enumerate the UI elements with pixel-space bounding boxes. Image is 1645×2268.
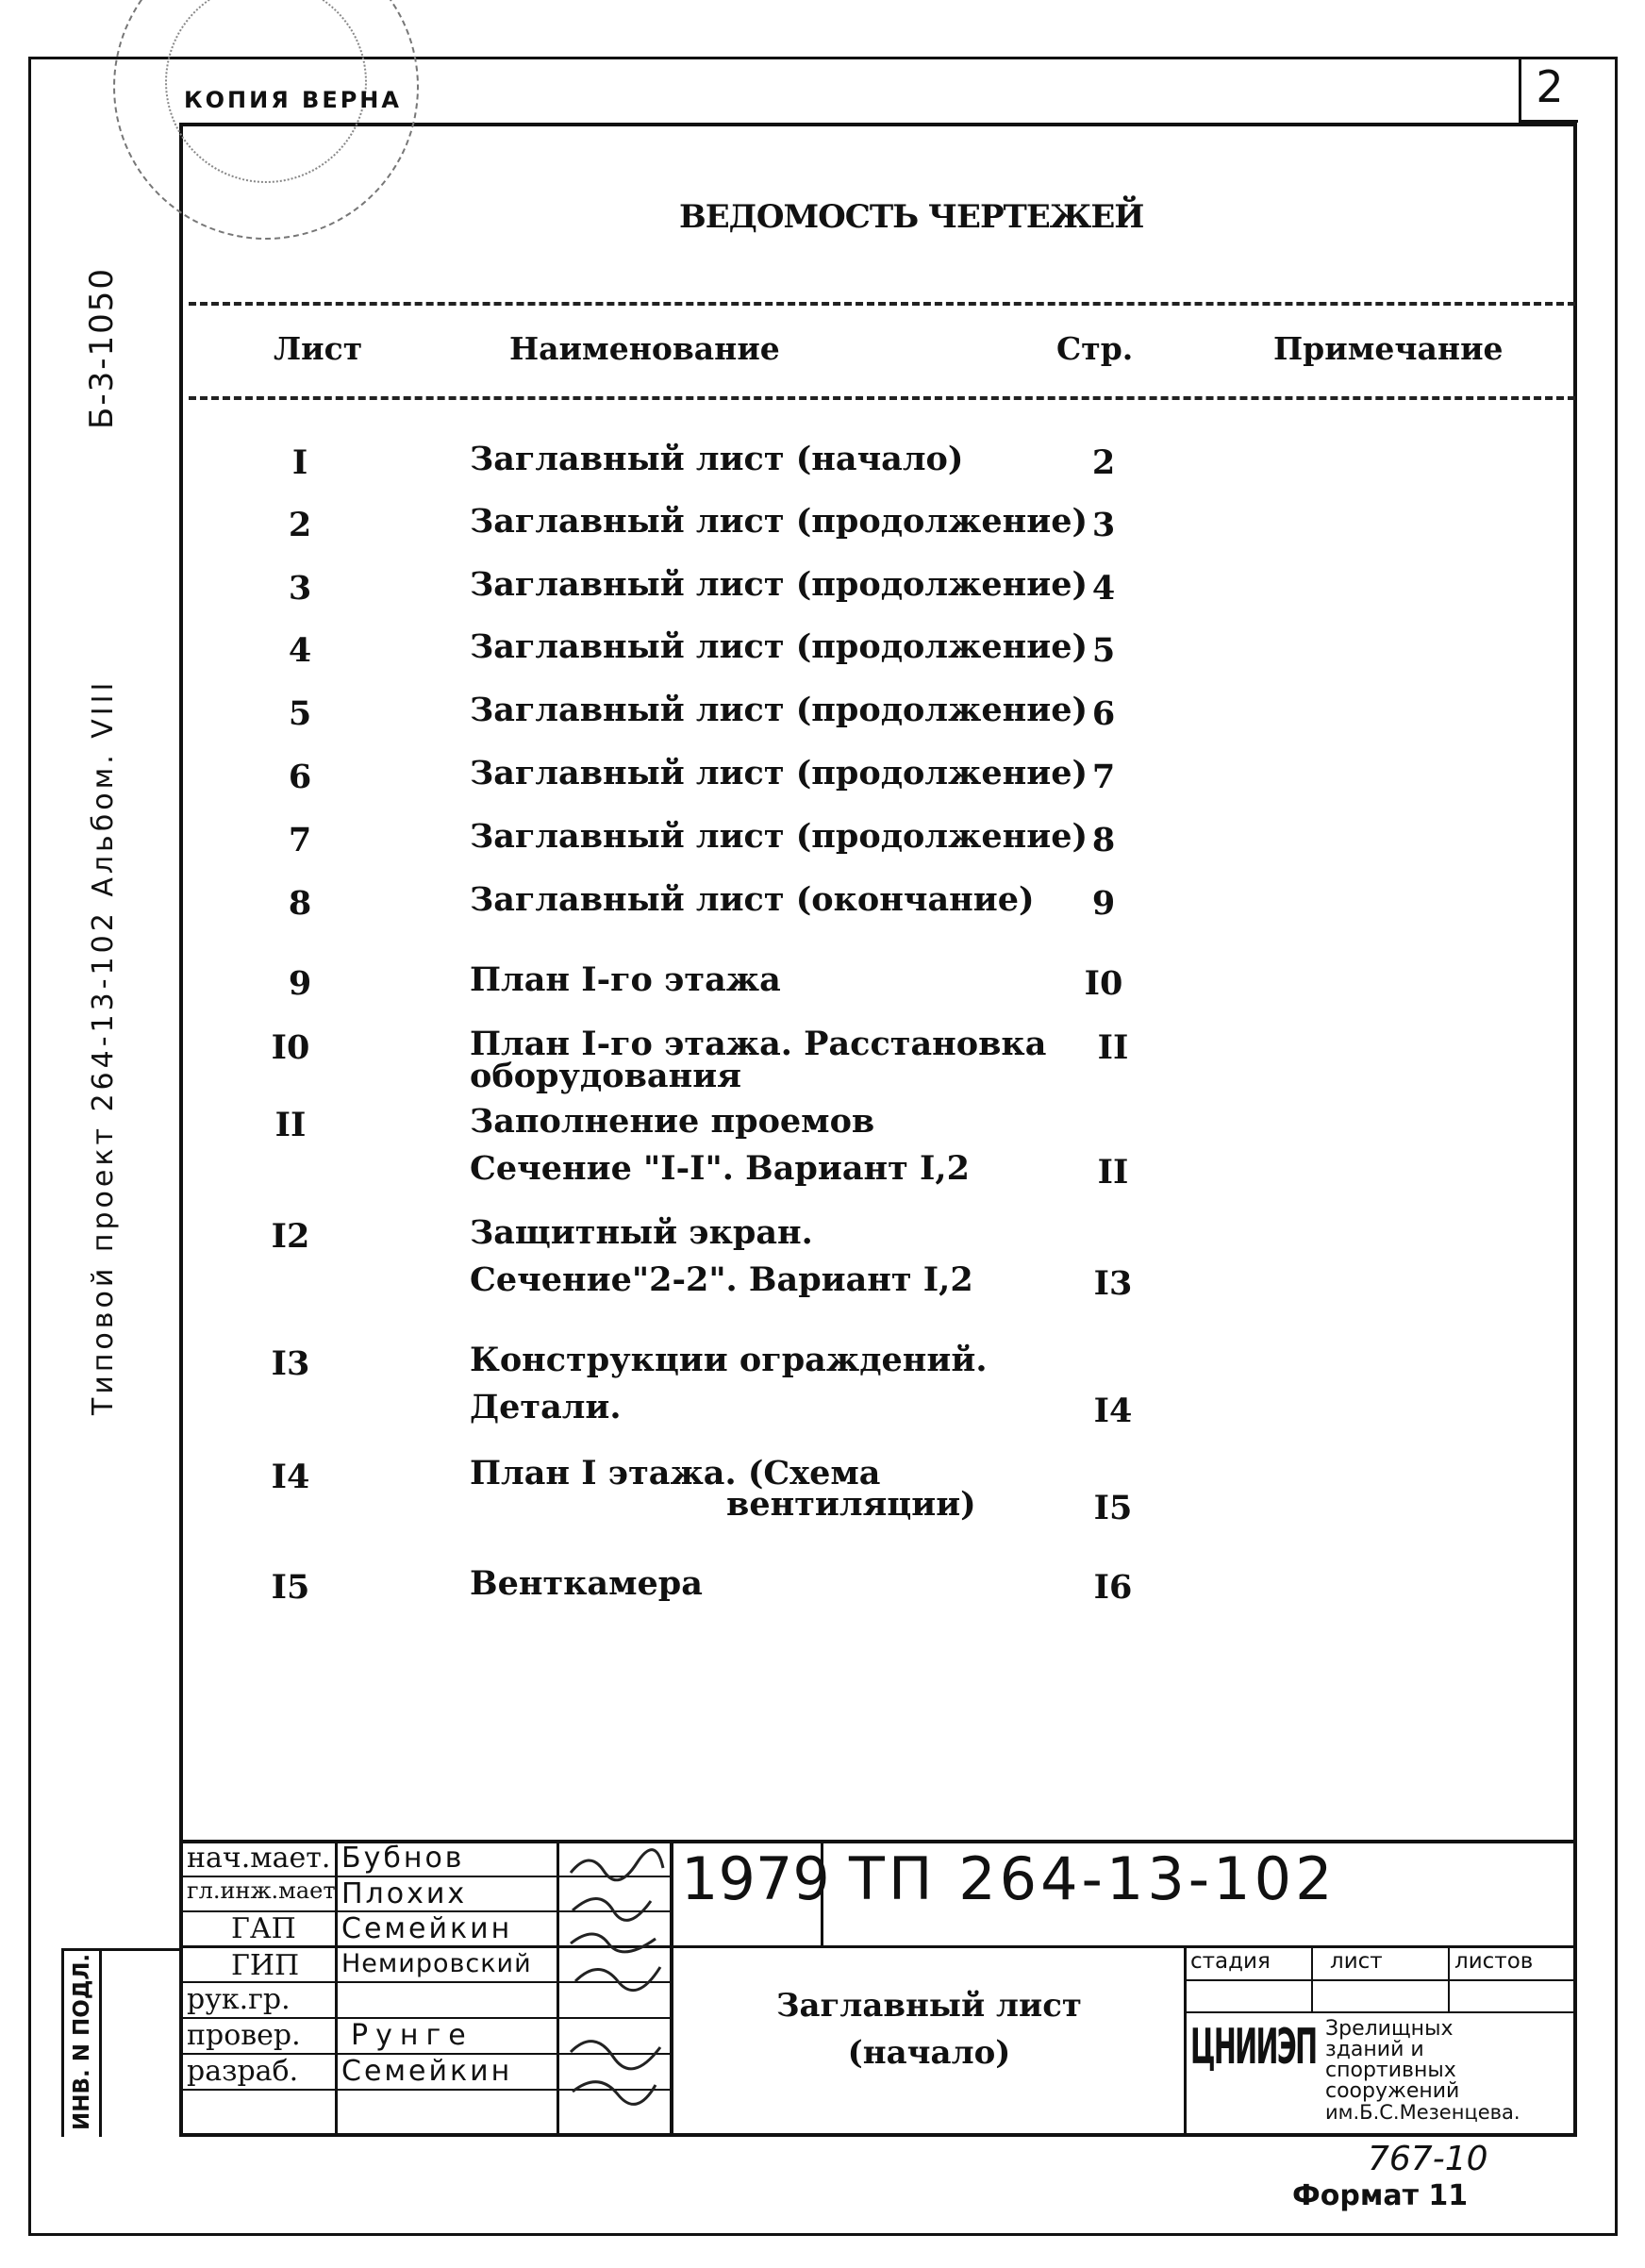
row-page: 6 (1091, 694, 1116, 733)
stage-label: стадия (1190, 1949, 1271, 1974)
row-page: 3 (1091, 506, 1116, 544)
row-sheet: I (291, 443, 308, 482)
row-page: 2 (1091, 443, 1116, 482)
row-name: Заглавный лист (продолжение) (470, 627, 1088, 666)
archive-number: 767-10 (1368, 2140, 1488, 2178)
row-page: 8 (1091, 821, 1116, 859)
row-name: План I этажа. (Схема (470, 1454, 881, 1493)
side-code: Б-3-1050 (83, 266, 121, 429)
row-sheet: I4 (271, 1458, 310, 1496)
role-person: Немировский (341, 1949, 532, 1978)
row-sheet: I0 (271, 1028, 310, 1067)
row-name: Заполнение проемов (470, 1102, 875, 1141)
row-page: 4 (1091, 569, 1116, 608)
row-name: Заглавный лист (продолжение) (470, 691, 1088, 729)
sheet-label: лист (1330, 1949, 1383, 1974)
role-person: Рунге (351, 2019, 474, 2052)
row-page: 7 (1091, 758, 1116, 796)
row-name: План I-го этажа (470, 960, 781, 999)
row-page: I0 (1084, 964, 1123, 1003)
row-sheet: 8 (288, 884, 312, 923)
row-name: Заглавный лист (продолжение) (470, 817, 1088, 856)
row-name: Заглавный лист (продолжение) (470, 754, 1088, 792)
row-name-cont: оборудования (470, 1057, 742, 1095)
row-name: Конструкции ограждений. (470, 1341, 988, 1379)
row-sheet: I3 (271, 1344, 310, 1383)
role-label: ГИП (231, 1949, 300, 1982)
header-dash-bottom (189, 396, 1575, 400)
org-name-1: Зрелищных (1325, 2017, 1454, 2041)
col-name-header: Наименование (509, 330, 780, 367)
col-page-header: Стр. (1056, 330, 1134, 367)
org-name-4: сооружений (1325, 2079, 1460, 2103)
role-person: Семейкин (341, 1912, 513, 1945)
col-sheet-header: Лист (274, 330, 363, 367)
row-name: Заглавный лист (продолжение) (470, 502, 1088, 541)
org-logo: ЦНИИЭП (1190, 2019, 1317, 2076)
row-name: Заглавный лист (продолжение) (470, 565, 1088, 604)
doc-code: ТП 264-13-102 (849, 1844, 1337, 1913)
role-person: Плохих (341, 1877, 468, 1910)
row-page: I6 (1093, 1568, 1133, 1607)
role-label: ГАП (231, 1912, 296, 1945)
row-page: 9 (1091, 884, 1116, 923)
row-sheet: 2 (288, 506, 312, 544)
org-name-5: им.Б.С.Мезенцева. (1325, 2101, 1520, 2124)
row-name: Заглавный лист (начало) (470, 440, 964, 478)
row-sheet: II (274, 1106, 307, 1144)
row-name-cont: Детали. (470, 1388, 622, 1426)
row-name-cont: Сечение "I-I". Вариант I,2 (470, 1149, 970, 1188)
side-project: Типовой проект 264-13-102 Альбом. VIII (87, 678, 120, 1415)
row-page: 5 (1091, 631, 1116, 670)
role-label: разраб. (187, 2055, 299, 2088)
row-sheet: 4 (288, 631, 312, 670)
org-name-2: зданий и (1325, 2038, 1424, 2061)
stamp-text: КОПИЯ ВЕРНА (184, 87, 402, 113)
signatures (561, 1844, 670, 2132)
sheets-label: листов (1454, 1949, 1534, 1974)
year: 1979 (681, 1844, 830, 1913)
org-name-3: спортивных (1325, 2059, 1456, 2082)
row-sheet: 6 (288, 758, 312, 796)
row-page: II (1097, 1153, 1129, 1192)
row-sheet: I2 (271, 1217, 310, 1256)
row-page: I5 (1093, 1489, 1133, 1527)
row-page: II (1097, 1028, 1129, 1067)
row-sheet: 3 (288, 569, 312, 608)
inv-label: ИНВ. N ПОДЛ. (70, 1953, 94, 2130)
role-person: Бубнов (341, 1842, 465, 1875)
role-person: Семейкин (341, 2055, 513, 2088)
row-sheet: 9 (288, 964, 312, 1003)
row-sheet: 7 (288, 821, 312, 859)
role-label: провер. (187, 2019, 301, 2052)
row-name-cont: вентиляции) (726, 1485, 976, 1524)
row-name: Защитный экран. (470, 1213, 813, 1252)
row-page: I3 (1093, 1264, 1133, 1303)
row-sheet: I5 (271, 1568, 310, 1607)
role-label: гл.инж.мает (187, 1877, 336, 1904)
row-name: Венткамера (470, 1564, 703, 1603)
row-name-cont: Сечение"2-2". Вариант I,2 (470, 1260, 973, 1299)
page-title: ВЕДОМОСТЬ ЧЕРТЕЖЕЙ (679, 198, 1144, 236)
page-number: 2 (1519, 57, 1578, 123)
role-label: рук.гр. (187, 1983, 291, 2016)
sheet-title-line2: (начало) (847, 2034, 1011, 2072)
row-name: План I-го этажа. Расстановка (470, 1025, 1047, 1063)
header-dash-top (189, 302, 1575, 306)
inner-frame (179, 123, 1577, 2137)
row-name: Заглавный лист (окончание) (470, 880, 1035, 919)
role-label: нач.мает. (187, 1842, 331, 1875)
col-note-header: Примечание (1273, 330, 1504, 367)
row-page: I4 (1093, 1392, 1133, 1430)
sheet-title-line1: Заглавный лист (776, 1987, 1082, 2025)
row-sheet: 5 (288, 694, 312, 733)
format-label: Формат 11 (1292, 2179, 1469, 2212)
